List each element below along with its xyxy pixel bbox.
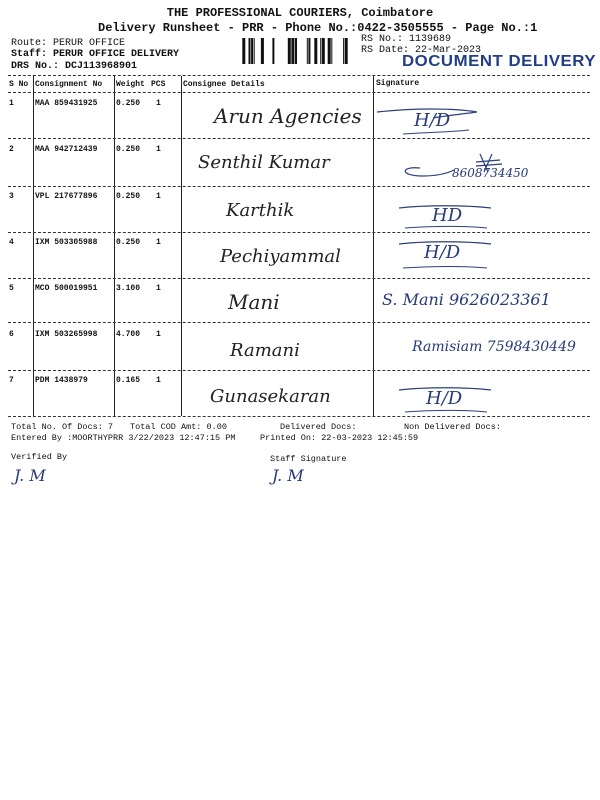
row-signature: 8608734450 bbox=[452, 166, 529, 180]
row-signature: H/D bbox=[426, 388, 463, 409]
signature-scribble bbox=[395, 200, 495, 230]
verified-signature: J. M bbox=[14, 466, 46, 485]
row-divider bbox=[8, 370, 590, 371]
rs-number: RS No.: 1139689 bbox=[361, 34, 452, 45]
col-header-consignment: Consignment No bbox=[35, 80, 103, 89]
row-signature: H/D bbox=[424, 242, 461, 263]
row-consignment-no: IXM 503305988 bbox=[35, 238, 98, 247]
col-divider bbox=[33, 76, 34, 416]
staff-signature: J. M bbox=[272, 466, 304, 485]
document-delivery-stamp: DOCUMENT DELIVERY bbox=[402, 53, 597, 70]
row-pcs: 1 bbox=[156, 330, 161, 339]
row-divider bbox=[8, 186, 590, 187]
row-pcs: 1 bbox=[156, 192, 161, 201]
col-divider bbox=[114, 76, 115, 416]
row-signature: Ramisiam 7598430449 bbox=[412, 339, 576, 355]
row-divider bbox=[8, 138, 590, 139]
row-weight: 4.700 bbox=[116, 330, 141, 339]
row-consignment-no: MAA 859431925 bbox=[35, 99, 98, 108]
barcode-image bbox=[240, 38, 354, 64]
signature-scribble bbox=[395, 384, 495, 414]
col-divider bbox=[181, 76, 182, 416]
row-sno: 6 bbox=[9, 330, 14, 339]
col-header-weight: Weight bbox=[116, 80, 145, 89]
row-consignee: Ramani bbox=[230, 340, 300, 361]
row-consignment-no: IXM 503265998 bbox=[35, 330, 98, 339]
row-pcs: 1 bbox=[156, 238, 161, 247]
delivered-docs: Delivered Docs: bbox=[280, 422, 357, 432]
row-sno: 3 bbox=[9, 192, 14, 201]
non-delivered-docs: Non Delivered Docs: bbox=[404, 422, 501, 432]
row-weight: 0.250 bbox=[116, 192, 141, 201]
row-consignee: Pechiyammal bbox=[220, 246, 341, 267]
row-divider bbox=[8, 322, 590, 323]
col-header-consignee: Consignee Details bbox=[183, 80, 265, 89]
route-label: Route: PERUR OFFICE bbox=[11, 38, 126, 49]
header-bottom-rule bbox=[8, 92, 590, 93]
row-pcs: 1 bbox=[156, 284, 161, 293]
total-docs: Total No. Of Docs: 7 bbox=[11, 422, 114, 432]
row-consignee: Gunasekaran bbox=[210, 386, 331, 407]
company-name: THE PROFESSIONAL COURIERS, Coimbatore bbox=[166, 6, 434, 20]
table-bottom-rule bbox=[8, 416, 590, 417]
drs-number: DRS No.: DCJ113968901 bbox=[11, 61, 138, 72]
row-weight: 0.165 bbox=[116, 376, 141, 385]
row-pcs: 1 bbox=[156, 99, 161, 108]
row-consignment-no: MAA 942712439 bbox=[35, 145, 98, 154]
row-sno: 4 bbox=[9, 238, 14, 247]
table-top-rule bbox=[8, 75, 590, 76]
runsheet-title: Delivery Runsheet - PRR - Phone No.:0422-3505555 - Page No.:1 bbox=[98, 21, 538, 35]
col-header-signature: Signature bbox=[376, 79, 420, 88]
row-sno: 2 bbox=[9, 145, 14, 154]
row-consignee: Karthik bbox=[226, 200, 295, 221]
row-weight: 0.250 bbox=[116, 99, 141, 108]
row-consignee: Senthil Kumar bbox=[198, 152, 330, 173]
row-consignee: Arun Agencies bbox=[214, 104, 362, 128]
signature-scribble bbox=[395, 238, 495, 272]
row-divider bbox=[8, 278, 590, 279]
col-header-sno: S No bbox=[9, 80, 29, 89]
signature-scribble bbox=[380, 150, 560, 186]
row-signature: S. Mani 9626023361 bbox=[382, 290, 551, 309]
row-consignment-no: PDM 1438979 bbox=[35, 376, 88, 385]
row-divider bbox=[8, 232, 590, 233]
col-header-pcs: PCS bbox=[151, 80, 166, 89]
rs-date: RS Date: 22-Mar-2023 bbox=[361, 45, 482, 56]
verified-by-label: Verified By bbox=[11, 452, 68, 462]
row-sno: 5 bbox=[9, 284, 14, 293]
staff-label: Staff: PERUR OFFICE DELIVERY bbox=[11, 49, 180, 60]
row-sno: 7 bbox=[9, 376, 14, 385]
total-cod: Total COD Amt: 0.00 bbox=[130, 422, 227, 432]
row-sno: 1 bbox=[9, 99, 14, 108]
signature-scribble bbox=[373, 104, 483, 138]
row-consignee: Mani bbox=[228, 290, 280, 314]
row-pcs: 1 bbox=[156, 376, 161, 385]
printed-on: Printed On: 22-03-2023 12:45:59 bbox=[260, 433, 419, 443]
entered-by: Entered By :MOORTHYPRR 3/22/2023 12:47:15 PM bbox=[11, 433, 236, 443]
row-weight: 0.250 bbox=[116, 145, 141, 154]
row-signature: H/D bbox=[414, 110, 451, 131]
row-signature: HD bbox=[432, 205, 463, 226]
row-consignment-no: VPL 217677896 bbox=[35, 192, 98, 201]
row-weight: 0.250 bbox=[116, 238, 141, 247]
row-pcs: 1 bbox=[156, 145, 161, 154]
row-consignment-no: MCO 500019951 bbox=[35, 284, 98, 293]
staff-signature-label: Staff Signature bbox=[270, 454, 347, 464]
row-weight: 3.100 bbox=[116, 284, 141, 293]
